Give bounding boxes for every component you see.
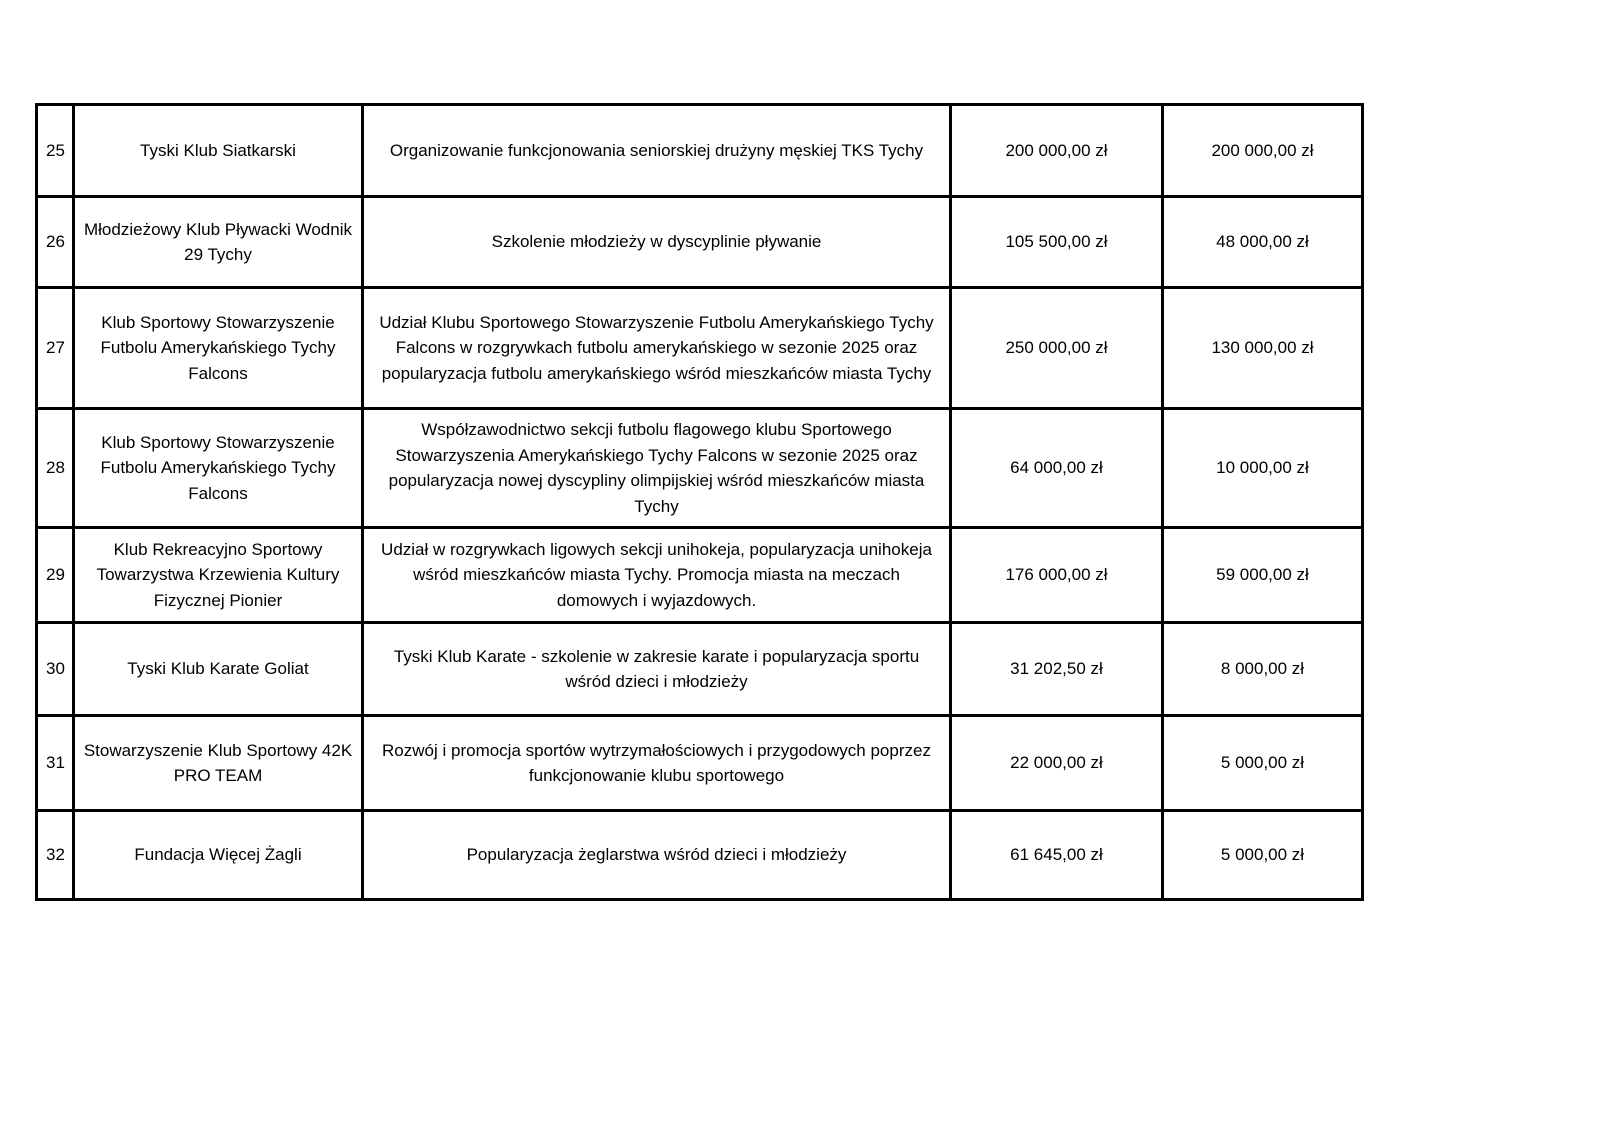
organization-cell: Tyski Klub Siatkarski: [74, 105, 363, 197]
grants-table-body: [37, 105, 1363, 900]
task-description-cell: Współzawodnictwo sekcji futbolu flagowego klubu Sportowego Stowarzyszenia Amerykańskiego Tychy Falcons w sezonie 2025 oraz popularyzacja nowej dyscypliny olimpijskiej wśród mieszkańców miasta Tychy: [363, 409, 951, 528]
granted-amount-cell: 10 000,00 zł: [1163, 409, 1363, 528]
row-number-cell: 26: [37, 197, 74, 288]
task-description-cell: Tyski Klub Karate - szkolenie w zakresie karate i popularyzacja sportu wśród dzieci i młodzieży: [363, 623, 951, 716]
requested-amount-cell: 22 000,00 zł: [951, 716, 1163, 811]
table-row: [37, 623, 1363, 716]
requested-amount-cell: 250 000,00 zł: [951, 288, 1163, 409]
row-number-cell: 25: [37, 105, 74, 197]
granted-amount-cell: 200 000,00 zł: [1163, 105, 1363, 197]
row-number-cell: 31: [37, 716, 74, 811]
organization-cell: Klub Sportowy Stowarzyszenie Futbolu Amerykańskiego Tychy Falcons: [74, 409, 363, 528]
table-row: [37, 409, 1363, 528]
task-description-cell: Popularyzacja żeglarstwa wśród dzieci i młodzieży: [363, 811, 951, 900]
requested-amount-cell: 31 202,50 zł: [951, 623, 1163, 716]
requested-amount-cell: 176 000,00 zł: [951, 528, 1163, 623]
granted-amount-cell: 5 000,00 zł: [1163, 716, 1363, 811]
organization-cell: Klub Rekreacyjno Sportowy Towarzystwa Krzewienia Kultury Fizycznej Pionier: [74, 528, 363, 623]
table-row: [37, 528, 1363, 623]
requested-amount-cell: 61 645,00 zł: [951, 811, 1163, 900]
row-number-cell: 28: [37, 409, 74, 528]
organization-cell: Klub Sportowy Stowarzyszenie Futbolu Amerykańskiego Tychy Falcons: [74, 288, 363, 409]
table-row: [37, 716, 1363, 811]
table-row: [37, 811, 1363, 900]
organization-cell: Fundacja Więcej Żagli: [74, 811, 363, 900]
task-description-cell: Udział Klubu Sportowego Stowarzyszenie Futbolu Amerykańskiego Tychy Falcons w rozgrywkach futbolu amerykańskiego w sezonie 2025 oraz popularyzacja futbolu amerykańskiego wśród mieszkańców miasta Tychy: [363, 288, 951, 409]
table-row: [37, 197, 1363, 288]
requested-amount-cell: 64 000,00 zł: [951, 409, 1163, 528]
row-number-cell: 27: [37, 288, 74, 409]
grants-table: [35, 103, 1364, 901]
requested-amount-cell: 105 500,00 zł: [951, 197, 1163, 288]
requested-amount-cell: 200 000,00 zł: [951, 105, 1163, 197]
organization-cell: Stowarzyszenie Klub Sportowy 42K PRO TEAM: [74, 716, 363, 811]
table-row: [37, 288, 1363, 409]
organization-cell: Tyski Klub Karate Goliat: [74, 623, 363, 716]
organization-cell: Młodzieżowy Klub Pływacki Wodnik 29 Tychy: [74, 197, 363, 288]
task-description-cell: Udział w rozgrywkach ligowych sekcji unihokeja, popularyzacja unihokeja wśród mieszkańców miasta Tychy. Promocja miasta na meczach domowych i wyjazdowych.: [363, 528, 951, 623]
granted-amount-cell: 59 000,00 zł: [1163, 528, 1363, 623]
row-number-cell: 32: [37, 811, 74, 900]
row-number-cell: 29: [37, 528, 74, 623]
granted-amount-cell: 8 000,00 zł: [1163, 623, 1363, 716]
granted-amount-cell: 48 000,00 zł: [1163, 197, 1363, 288]
task-description-cell: Szkolenie młodzieży w dyscyplinie pływanie: [363, 197, 951, 288]
table-row: [37, 105, 1363, 197]
task-description-cell: Organizowanie funkcjonowania seniorskiej drużyny męskiej TKS Tychy: [363, 105, 951, 197]
granted-amount-cell: 130 000,00 zł: [1163, 288, 1363, 409]
granted-amount-cell: 5 000,00 zł: [1163, 811, 1363, 900]
task-description-cell: Rozwój i promocja sportów wytrzymałościowych i przygodowych poprzez funkcjonowanie klubu sportowego: [363, 716, 951, 811]
row-number-cell: 30: [37, 623, 74, 716]
